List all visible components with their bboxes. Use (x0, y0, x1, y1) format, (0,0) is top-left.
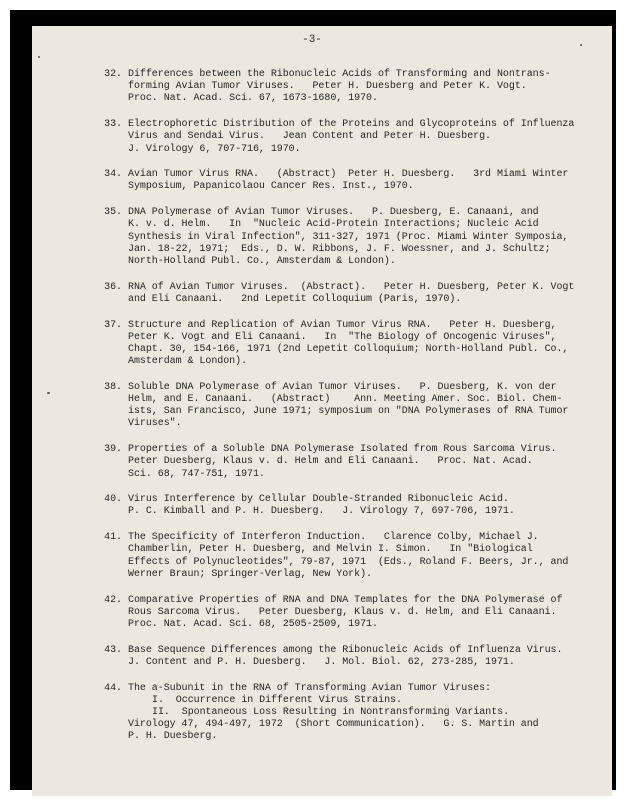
reference-item (90, 282, 580, 306)
reference-line: Sci. 68, 747-751, 1971. (128, 468, 265, 480)
reference-line: Chamberlin, Peter H. Duesberg, and Melvin I. Simon. In "Biological (128, 544, 533, 556)
reference-line: Peter K. Vogt and Eli Canaani. In "The Biology of Oncogenic Viruses", (128, 331, 557, 343)
reference-number: 33. (104, 119, 122, 131)
scan-speck (580, 44, 582, 46)
reference-line: Helm, and E. Canaani. (Abstract) Ann. Meeting Amer. Soc. Biol. Chem- (128, 394, 563, 406)
reference-item (90, 444, 580, 481)
reference-item (90, 494, 580, 518)
reference-number: 38. (104, 381, 122, 393)
page-number: -3- (302, 34, 322, 46)
reference-item (90, 169, 580, 193)
reference-line: RNA of Avian Tumor Viruses. (Abstract). Peter H. Duesberg, Peter K. Vogt (128, 281, 575, 293)
reference-number: 44. (104, 682, 122, 694)
reference-number: 35. (104, 207, 122, 219)
scan-speck (38, 56, 40, 58)
document-page (32, 26, 612, 796)
reference-line: Viruses". (128, 418, 182, 430)
reference-item (90, 320, 580, 369)
reference-number: 42. (104, 594, 122, 606)
reference-item (90, 119, 580, 156)
reference-line: North-Holland Publ. Co., Amsterdam & London). (128, 255, 396, 267)
reference-line: Base Sequence Differences among the Ribonucleic Acids of Influenza Virus. (128, 644, 563, 656)
reference-number: 37. (104, 319, 122, 331)
scan-frame (10, 10, 616, 790)
reference-line: DNA Polymerase of Avian Tumor Viruses. P. Duesberg, E. Canaani, and (128, 207, 539, 219)
reference-line: Soluble DNA Polymerase of Avian Tumor Viruses. P. Duesberg, K. von der (128, 381, 557, 393)
reference-line: Amsterdam & London). (128, 356, 248, 368)
reference-line: The a-Subunit in the RNA of Transforming Avian Tumor Viruses: (128, 682, 492, 694)
reference-line: Proc. Nat. Acad. Sci. 67, 1673-1680, 1970. (128, 93, 378, 105)
reference-number: 43. (104, 644, 122, 656)
reference-line: ists, San Francisco, June 1971; symposium on "DNA Polymerases of RNA Tumor (128, 406, 569, 418)
reference-number: 40. (104, 494, 122, 506)
reference-line: Werner Braun; Springer-Verlag, New York). (128, 568, 372, 580)
reference-item (90, 382, 580, 431)
reference-line: P. C. Kimball and P. H. Duesberg. J. Virology 7, 697-706, 1971. (128, 506, 515, 518)
reference-line: P. H. Duesberg. (128, 731, 218, 743)
reference-line: Rous Sarcoma Virus. Peter Duesberg, Klaus v. d. Helm, and Eli Canaani. (128, 606, 557, 618)
reference-number: 36. (104, 281, 122, 293)
reference-line: Avian Tumor Virus RNA. (Abstract) Peter H. Duesberg. 3rd Miami Winter (128, 169, 569, 181)
reference-item (90, 69, 580, 106)
reference-line: Synthesis in Viral Infection", 311-327, 1971 (Proc. Miami Winter Symposia, (128, 231, 569, 243)
reference-line: Differences between the Ribonucleic Acids of Transforming and Nontrans- (128, 69, 551, 80)
reference-number: 32. (104, 69, 122, 80)
reference-line: K. v. d. Helm. In "Nucleic Acid-Protein Interactions; Nucleic Acid (128, 219, 539, 231)
reference-item (90, 683, 580, 744)
reference-line: Virology 47, 494-497, 1972 (Short Communication). G. S. Martin and (128, 719, 539, 731)
reference-line: Proc. Nat. Acad. Sci. 68, 2505-2509, 1971. (128, 618, 378, 630)
reference-item (90, 207, 580, 268)
reference-item (90, 595, 580, 632)
reference-item (90, 532, 580, 581)
reference-line: Peter Duesberg, Klaus v. d. Helm and Eli Canaani. Proc. Nat. Acad. (128, 456, 533, 468)
reference-number: 41. (104, 532, 122, 544)
reference-line: Structure and Replication of Avian Tumor Virus RNA. Peter H. Duesberg, (128, 319, 557, 331)
reference-number: 34. (104, 169, 122, 181)
scan-speck (47, 392, 50, 394)
reference-line: Electrophoretic Distribution of the Proteins and Glycoproteins of Influenza (128, 119, 575, 131)
reference-list (90, 69, 580, 757)
reference-line: Symposium, Papanicolaou Cancer Res. Inst., 1970. (128, 181, 414, 193)
reference-line: forming Avian Tumor Viruses. Peter H. Duesberg and Peter K. Vogt. (128, 81, 527, 93)
reference-line: Comparative Properties of RNA and DNA Templates for the DNA Polymerase of (128, 594, 563, 606)
reference-line: Effects of Polynucleotides", 79-87, 1971 (Eds., Roland F. Beers, Jr., and (128, 556, 569, 568)
reference-line: J. Content and P. H. Duesberg. J. Mol. Biol. 62, 273-285, 1971. (128, 656, 515, 668)
reference-subline: II. Spontaneous Loss Resulting in Nontransforming Variants. (152, 706, 510, 718)
reference-line: Virus Interference by Cellular Double-Stranded Ribonucleic Acid. (128, 494, 509, 506)
reference-line: The Specificity of Interferon Induction. Clarence Colby, Michael J. (128, 532, 539, 544)
reference-line: J. Virology 6, 707-716, 1970. (128, 143, 301, 155)
reference-line: Virus and Sendai Virus. Jean Content and Peter H. Duesberg. (128, 131, 492, 143)
reference-line: Properties of a Soluble DNA Polymerase Isolated from Rous Sarcoma Virus. (128, 444, 557, 456)
reference-number: 39. (104, 444, 122, 456)
reference-line: Jan. 18-22, 1971; Eds., D. W. Ribbons, J. F. Woessner, and J. Schultz; (128, 243, 551, 255)
reference-subline: I. Occurrence in Different Virus Strains. (152, 694, 402, 706)
reference-item (90, 645, 580, 669)
reference-line: and Eli Canaani. 2nd Lepetit Colloquium (Paris, 1970). (128, 293, 462, 305)
reference-line: Chapt. 30, 154-166, 1971 (2nd Lepetit Colloquium; North-Holland Publ. Co., (128, 343, 569, 355)
